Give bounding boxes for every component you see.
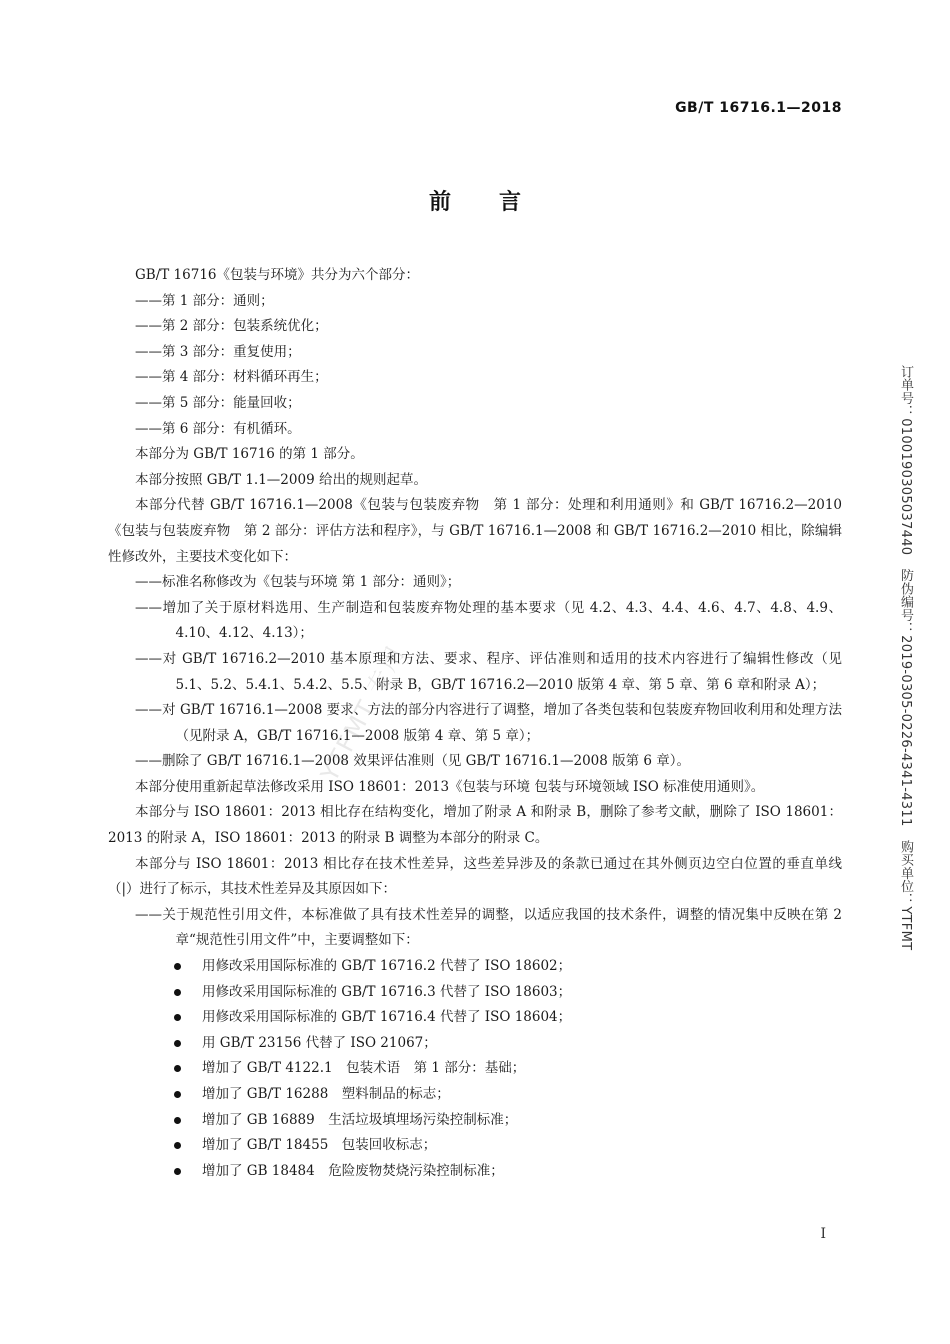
adoption-paragraph: 本部分使用重新起草法修改采用 ISO 18601：2013《包装与环境 包装与环境领域 ISO 标准使用通则》。 [135, 778, 765, 795]
bullet-text: 用 GB/T 23156 代替了 ISO 21067； [202, 1034, 437, 1051]
bullet-item [108, 1031, 842, 1057]
bullet-text: 用修改采用国际标准的 GB/T 16716.2 代替了 ISO 18602； [202, 958, 572, 975]
bullet-text: 增加了 GB 18484 危险废物焚烧污染控制标准； [202, 1162, 504, 1179]
change-list-item: ——删除了 GB/T 16716.1—2008 效果评估准则（见 GB/T 16716.1—2008 版第 6 章）。 [135, 753, 691, 770]
bullet-dot-icon [174, 1065, 181, 1072]
bullet-dot-icon [174, 1117, 181, 1124]
side-order-info: 订单号：0100190305037440 防伪编号：2019-0305-0226-4341-4311 购买单位：YTFMT [898, 365, 913, 951]
technical-diff-paragraph: 本部分与 ISO 18601：2013 相比存在技术性差异，这些差异涉及的条款已通过在其外侧页边空白位置的垂直单线（|）进行了标示，其技术性差异及其原因如下： [108, 855, 842, 898]
standard-code: GB/T 16716.1—2018 [675, 100, 842, 116]
page-number: I [820, 1226, 826, 1242]
bullet-text: 增加了 GB/T 4122.1 包装术语 第 1 部分：基础； [202, 1060, 526, 1077]
bullet-item [108, 980, 842, 1006]
change-list-item: ——增加了关于原材料选用、生产制造和包装废弃物处理的基本要求（见 4.2、4.3、4.4、4.6、4.7、4.8、4.9、4.10、4.12、4.13）； [135, 599, 842, 642]
bullet-item [108, 1056, 842, 1082]
bullet-item [108, 954, 842, 980]
bullet-text: 增加了 GB 16889 生活垃圾填埋场污染控制标准； [202, 1111, 518, 1128]
bullet-dot-icon [174, 963, 181, 970]
part-list-item: ——第 5 部分：能量回收； [135, 394, 301, 411]
bullet-item [108, 1108, 842, 1134]
bullet-text: 增加了 GB/T 16288 塑料制品的标志； [202, 1086, 450, 1102]
intro-paragraph: GB/T 16716《包装与环境》共分为六个部分： [135, 267, 419, 283]
foreword-body [108, 263, 842, 1184]
bullet-text: 用修改采用国际标准的 GB/T 16716.4 代替了 ISO 18604； [202, 1009, 572, 1026]
watermark: YTFMT 专用 [315, 640, 411, 786]
part-list-item: ——第 3 部分：重复使用； [135, 343, 301, 360]
part-list-item: ——第 2 部分：包装系统优化； [135, 318, 328, 335]
bullet-dot-icon [174, 1040, 181, 1047]
bullet-dot-icon [174, 1014, 181, 1021]
structure-diff-paragraph: 本部分与 ISO 18601：2013 相比存在结构变化，增加了附录 A 和附录 B，删除了参考文献，删除了 ISO 18601：2013 的附录 A，ISO 18601：2013 的附录 B 调整为本部分的附录 C。 [108, 804, 842, 847]
bullet-item [108, 1133, 842, 1159]
bullet-item [108, 1159, 842, 1185]
part-list-item: ——第 4 部分：材料循环再生； [135, 369, 328, 386]
bullet-item [108, 1005, 842, 1031]
part-list-item: ——第 1 部分：通则； [135, 292, 274, 309]
bullet-dot-icon [174, 1091, 181, 1098]
bullet-text: 用修改采用国际标准的 GB/T 16716.3 代替了 ISO 18603； [202, 983, 572, 1000]
change-list-item: ——标准名称修改为《包装与环境 第 1 部分：通则》； [135, 574, 461, 591]
bullet-dot-icon [174, 989, 181, 996]
bullet-dot-icon [174, 1142, 181, 1149]
bullet-dot-icon [174, 1168, 181, 1175]
page-title: 前言 [428, 190, 569, 215]
replaces-paragraph: 本部分代替 GB/T 16716.1—2008《包装与包装废弃物 第 1 部分：处理和利用通则》和 GB/T 16716.2—2010《包装与包装废弃物 第 2 部分：评估方法和程序》，与 GB/T 16716.1—2008 和 GB/T 16716.2—2010 相比，除编辑性修改外，主要技术变化如下： [108, 497, 842, 565]
this-part-paragraph: 本部分为 GB/T 16716 的第 1 部分。 [135, 446, 364, 463]
bullet-text: 增加了 GB/T 18455 包装回收标志； [202, 1137, 437, 1154]
part-list-item: ——第 6 部分：有机循环。 [135, 420, 301, 437]
change-list-item: ——对 GB/T 16716.2—2010 基本原理和方法、要求、程序、评估准则和适用的技术内容进行了编辑性修改（见 5.1、5.2、5.4.1、5.4.2、5.5、附录 B，GB/T 16716.2—2010 版第 4 章、第 5 章、第 6 章和附录 A）； [135, 650, 842, 693]
bullet-item [108, 1082, 842, 1108]
change-list-item: ——对 GB/T 16716.1—2008 要求、方法的部分内容进行了调整，增加了各类包装和包装废弃物回收利用和处理方法（见附录 A，GB/T 16716.1—2008 版第 4 章、第 5 章）； [135, 702, 843, 744]
normative-refs-item: ——关于规范性引用文件，本标准做了具有技术性差异的调整，以适应我国的技术条件，调整的情况集中反映在第 2 章“规范性引用文件”中，主要调整如下： [135, 906, 842, 949]
drafting-rule-paragraph: 本部分按照 GB/T 1.1—2009 给出的规则起草。 [135, 471, 427, 488]
